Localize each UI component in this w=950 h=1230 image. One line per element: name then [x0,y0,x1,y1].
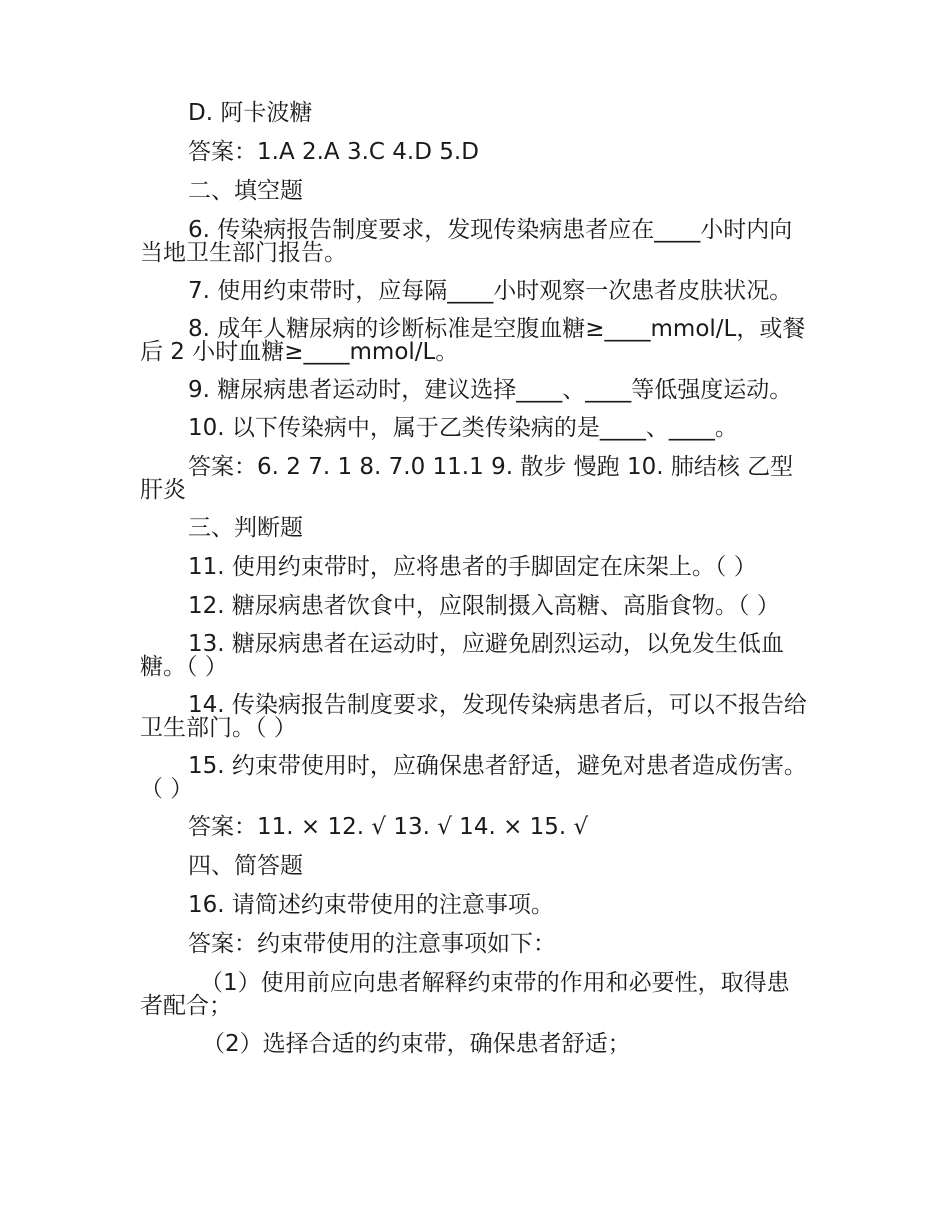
question-11: 11. 使用约束带时，应将患者的手脚固定在床架上。（ ） [188,554,757,580]
question-14: 14. 传染病报告制度要求，发现传染病患者后，可以不报告给卫生部门。（ ） [140,692,807,741]
question-12: 12. 糖尿病患者饮食中，应限制摄入高糖、高脂食物。（ ） [188,593,780,619]
section-heading-fill-blank: 二、填空题 [188,178,303,204]
answer-short-intro: 答案：约束带使用的注意事项如下： [188,931,556,957]
question-6: 6. 传染病报告制度要求，发现传染病患者应在____小时内向当地卫生部门报告。 [140,217,793,266]
question-7: 7. 使用约束带时，应每隔____小时观察一次患者皮肤状况。 [188,278,793,304]
answer-true-false: 答案：11. × 12. √ 13. √ 14. × 15. √ [188,814,589,840]
document-body [140,102,808,1072]
question-9: 9. 糖尿病患者运动时，建议选择____、____等低强度运动。 [188,377,793,403]
answer-choice: 答案：1.A 2.A 3.C 4.D 5.D [188,139,479,165]
section-heading-short-answer: 四、简答题 [188,853,303,879]
answer-item-2: （2）选择合适的约束带，确保患者舒适； [202,1031,631,1057]
question-13: 13. 糖尿病患者在运动时，应避免剧烈运动，以免发生低血糖。（ ） [140,631,784,680]
section-heading-true-false: 三、判断题 [188,515,303,541]
question-16: 16. 请简述约束带使用的注意事项。 [188,892,554,918]
question-10: 10. 以下传染病中，属于乙类传染病的是____、____。 [188,415,738,441]
question-8: 8. 成年人糖尿病的诊断标准是空腹血糖≥____mmol/L，或餐后 2 小时血糖≥____mmol/L。 [140,316,806,365]
answer-item-1: （1）使用前应向患者解释约束带的作用和必要性，取得患者配合； [140,970,790,1019]
question-15: 15. 约束带使用时，应确保患者舒适，避免对患者造成伤害。（ ） [140,753,807,802]
option-d: D. 阿卡波糖 [188,100,313,126]
answer-fill-blank: 答案：6. 2 7. 1 8. 7.0 11.1 9. 散步 慢跑 10. 肺结核 乙型肝炎 [140,454,794,503]
